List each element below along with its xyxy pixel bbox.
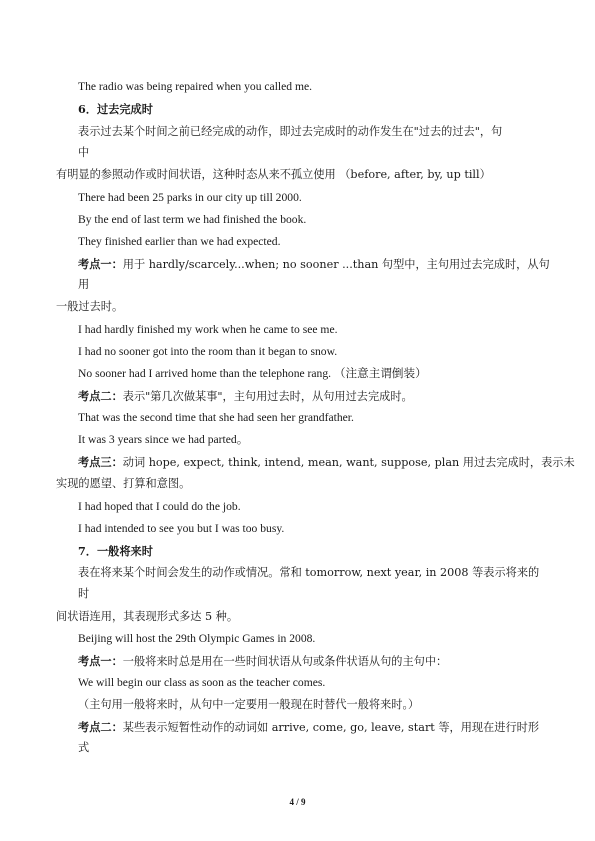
line-text: （主句用一般将来时，从句中一定要用一般现在时替代一般将来时。） (78, 698, 420, 711)
line-text: I had hoped that I could do the job. (78, 500, 241, 513)
point-label: 考点二： (78, 720, 123, 734)
line-text: By the end of last term we had finished the book. (78, 213, 307, 226)
text-line (78, 234, 280, 250)
text-line (78, 145, 89, 161)
line-text: 某些表示短暂性动作的动词如 arrive, come, go, leave, start 等，用现在进行时形 (122, 721, 540, 734)
text-line (78, 366, 427, 382)
text-line (78, 388, 413, 405)
text-line (78, 212, 306, 228)
line-text: We will begin our class as soon as the teacher comes. (78, 676, 326, 689)
text-line (78, 586, 89, 602)
line-text: I had hardly finished my work when he came to see me. (78, 323, 338, 336)
text-line (78, 543, 153, 559)
text-line (78, 79, 312, 95)
line-text: 一般过去时。 (56, 300, 124, 313)
text-line (78, 344, 337, 360)
text-line (56, 167, 491, 183)
text-line (78, 256, 550, 273)
point-label: 考点一： (78, 257, 123, 271)
text-line (78, 454, 575, 471)
line-text: 7．一般将来时 (78, 544, 153, 558)
text-line (56, 476, 190, 492)
line-text: 有明显的参照动作或时间状语，这种时态从来不孤立使用 （before, after, by, up till） (56, 168, 491, 181)
line-text: 表在将来某个时间会发生的动作或情况。常和 tomorrow, next year, in 2008 等表示将来的 (78, 566, 540, 579)
text-line (78, 190, 302, 206)
line-text: 6．过去完成时 (78, 102, 153, 116)
line-text: The radio was being repaired when you called me. (78, 80, 313, 93)
point-label: 考点三： (78, 455, 123, 469)
text-line (78, 410, 354, 426)
text-line (56, 609, 238, 625)
line-text: 一般将来时总是用在一些时间状语从句或条件状语从句的主句中： (122, 655, 448, 668)
point-label: 考点二： (78, 389, 123, 403)
line-text: 中 (78, 146, 90, 159)
line-text: Beijing will host the 29th Olympic Games in 2008. (78, 632, 316, 645)
text-line (78, 322, 338, 338)
line-text: There had been 25 parks in our city up till 2000. (78, 191, 302, 204)
text-line (78, 653, 447, 670)
text-line (78, 675, 325, 691)
line-text: 用 (78, 278, 90, 291)
text-line (78, 697, 419, 713)
text-line (78, 521, 284, 537)
line-text: That was the second time that she had seen her grandfather. (78, 411, 354, 424)
page-number: 4 / 9 (289, 797, 306, 807)
line-text: 时 (78, 587, 90, 600)
text-line (78, 124, 502, 140)
line-text: 动词 hope, expect, think, intend, mean, want, suppose, plan 用过去完成时，表示未 (122, 456, 575, 469)
text-line (78, 719, 539, 736)
line-text: 表示过去某个时间之前已经完成的动作，即过去完成时的动作发生在"过去的过去"，句 (78, 125, 503, 138)
text-line (78, 277, 89, 293)
line-text: 用于 hardly/scarcely...when; no sooner ...than 句型中，主句用过去完成时，从句 (122, 258, 550, 271)
text-line (78, 101, 153, 117)
line-text: It was 3 years since we had parted。 (78, 433, 249, 446)
line-text: I had intended to see you but I was too busy. (78, 522, 285, 535)
text-line (56, 299, 123, 315)
text-line (78, 740, 89, 756)
line-text: 实现的愿望、打算和意图。 (56, 477, 191, 490)
line-text: 间状语连用，其表现形式多达 5 种。 (56, 610, 239, 623)
line-text: I had no sooner got into the room than it began to snow. (78, 345, 338, 358)
line-text: They finished earlier than we had expected. (78, 235, 281, 248)
text-line (78, 432, 248, 448)
line-text: 表示"第几次做某事"，主句用过去时，从句用过去完成时。 (122, 390, 413, 403)
point-label: 考点一： (78, 654, 123, 668)
text-line (78, 631, 315, 647)
line-text: No sooner had I arrived home than the telephone rang. （注意主谓倒装） (78, 367, 427, 380)
text-line (78, 499, 241, 515)
line-text: 式 (78, 741, 90, 754)
text-line (78, 565, 539, 581)
